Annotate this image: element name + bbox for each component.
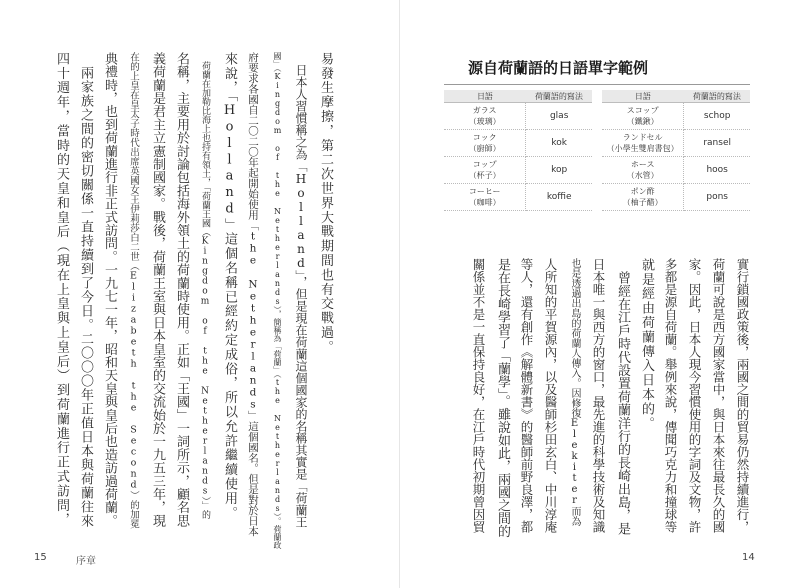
dutch-word: pons [684, 184, 750, 211]
kana: ポン酢 [630, 187, 655, 196]
meaning: （玻璃） [468, 117, 501, 126]
kana: ガラス [472, 106, 497, 115]
text-column: 典禮時，也到荷蘭進行非正式訪問。一九七一年，昭和天皇與皇后也造訪過荷蘭。 [102, 52, 117, 528]
text-column: 多都是源自荷蘭。舉例來說，傳聞巧克力和撞球等 [663, 258, 678, 533]
header-nl: 荷蘭語的寫法 [684, 90, 750, 103]
meaning: （廚師） [468, 144, 501, 153]
text-column: 家。因此，日本人現今習慣使用的字詞及文物，許 [687, 258, 702, 533]
section-label: 序章 [76, 556, 96, 567]
text-column: 國」（Kingdom of the Netherlands），簡稱為「荷蘭」（the Netherlands）。荷蘭政 [273, 52, 282, 549]
dutch-word: schop [684, 103, 750, 130]
table-row [602, 157, 750, 184]
table-row [444, 103, 592, 130]
text-column: 義荷蘭是君主立憲制國家。戰後，荷蘭王室與日本皇室的交流始於一九五三年，現 [150, 52, 165, 528]
title-rule [444, 84, 750, 85]
text-column: 荷蘭可說是西方國家當中，與日本來往最長久的國 [711, 258, 726, 533]
table-row [444, 130, 592, 157]
dutch-word: ransel [684, 130, 750, 157]
text-column: 日本人習慣稱之為「Holland」，但是現在荷蘭這個國家的名稱其實是「荷蘭王 [294, 52, 308, 528]
text-column: 易發生摩擦，第二次世界大戰期間也有交戰過。 [318, 52, 333, 355]
dutch-word: glas [526, 103, 592, 130]
meaning: （咖啡） [468, 198, 501, 207]
header-jp: 日語 [602, 90, 684, 103]
meaning: （杯子） [468, 171, 501, 180]
kana: ランドセル [622, 133, 663, 142]
text-column: 是在長崎學習了「蘭學」。雖說如此，兩國之間的 [495, 258, 510, 538]
table-row [602, 184, 750, 211]
text-column: 關係並不是一直保持良好，在江戶時代初期曾因貿 [471, 258, 486, 533]
text-column: 日本唯一與西方的窗口，最先進的科學技術及知識 [591, 258, 606, 533]
text-column: 荷蘭在加勒比海上也持有領土，「荷蘭王國（Kingdom of the Netherlands）」的 [200, 52, 210, 519]
vocab-table-right [602, 90, 750, 211]
text-column: 名稱，主要用於討論包括海外領土的荷蘭時使用。正如「王國」一詞所示，顧名思 [174, 52, 189, 528]
table-row [444, 184, 592, 211]
text-column: 曾經在江戶時代設置荷蘭洋行的長崎出島，是 [615, 258, 630, 536]
text-column: 實行鎖國政策後，兩國之間的貿易仍然持續進行， [735, 258, 750, 533]
page-number-right: 14 [742, 552, 755, 563]
dutch-word: hoos [684, 157, 750, 184]
vocab-box [444, 56, 750, 232]
vocab-table-left [444, 90, 592, 211]
text-column: 府要求各國自二〇二〇年起開始使用「the Netherlands」這個國名。但是對於日本 [247, 52, 259, 537]
kana: コック [472, 133, 497, 142]
vocab-box-title: 源自荷蘭語的日語單字範例 [468, 59, 649, 77]
dutch-word: kok [526, 130, 592, 157]
table-row [444, 157, 592, 184]
text-column: 人所知的平賀源內，以及醫師杉田玄白、中川淳庵 [543, 258, 558, 533]
page-gutter [399, 0, 400, 588]
text-column: 兩家族之間的密切關係一直持續到了今日。二〇〇〇年正值日本與荷蘭往來 [78, 52, 93, 528]
table-row [602, 103, 750, 130]
dutch-word: kop [526, 157, 592, 184]
header-nl: 荷蘭語的寫法 [526, 90, 592, 103]
text-column: 在的上皇在皇太子時代出席英國女王伊莉莎白二世（Elizabeth the Second）的加冕 [128, 52, 139, 529]
table-row [602, 130, 750, 157]
meaning: （柚子醋） [622, 198, 663, 207]
meaning: （鐵鍬） [626, 117, 659, 126]
text-column: 來說，「Holland」這個名稱已經約定成俗，所以允許繼續使用。 [222, 52, 237, 521]
meaning: （水管） [626, 171, 659, 180]
header-jp: 日語 [444, 90, 526, 103]
meaning: （小學生雙肩書包） [606, 144, 679, 153]
kana: ホース [630, 160, 655, 169]
kana: スコップ [626, 106, 659, 115]
page-number-left: 15 [34, 552, 47, 563]
text-column: 也是透過出島的荷蘭人傳入。因修復Elekiter而為 [569, 258, 580, 526]
kana: コップ [472, 160, 497, 169]
text-column: 等人，還有創作《解體新書》的醫師前野良澤，都 [519, 258, 534, 533]
kana: コーヒー [468, 187, 501, 196]
dutch-word: koffie [526, 184, 592, 211]
text-column: 就是經由荷蘭傳入日本的。 [639, 258, 654, 431]
text-column: 四十週年，當時的天皇和皇后（現在上皇與上皇后）到荷蘭進行正式訪問， [54, 52, 69, 528]
